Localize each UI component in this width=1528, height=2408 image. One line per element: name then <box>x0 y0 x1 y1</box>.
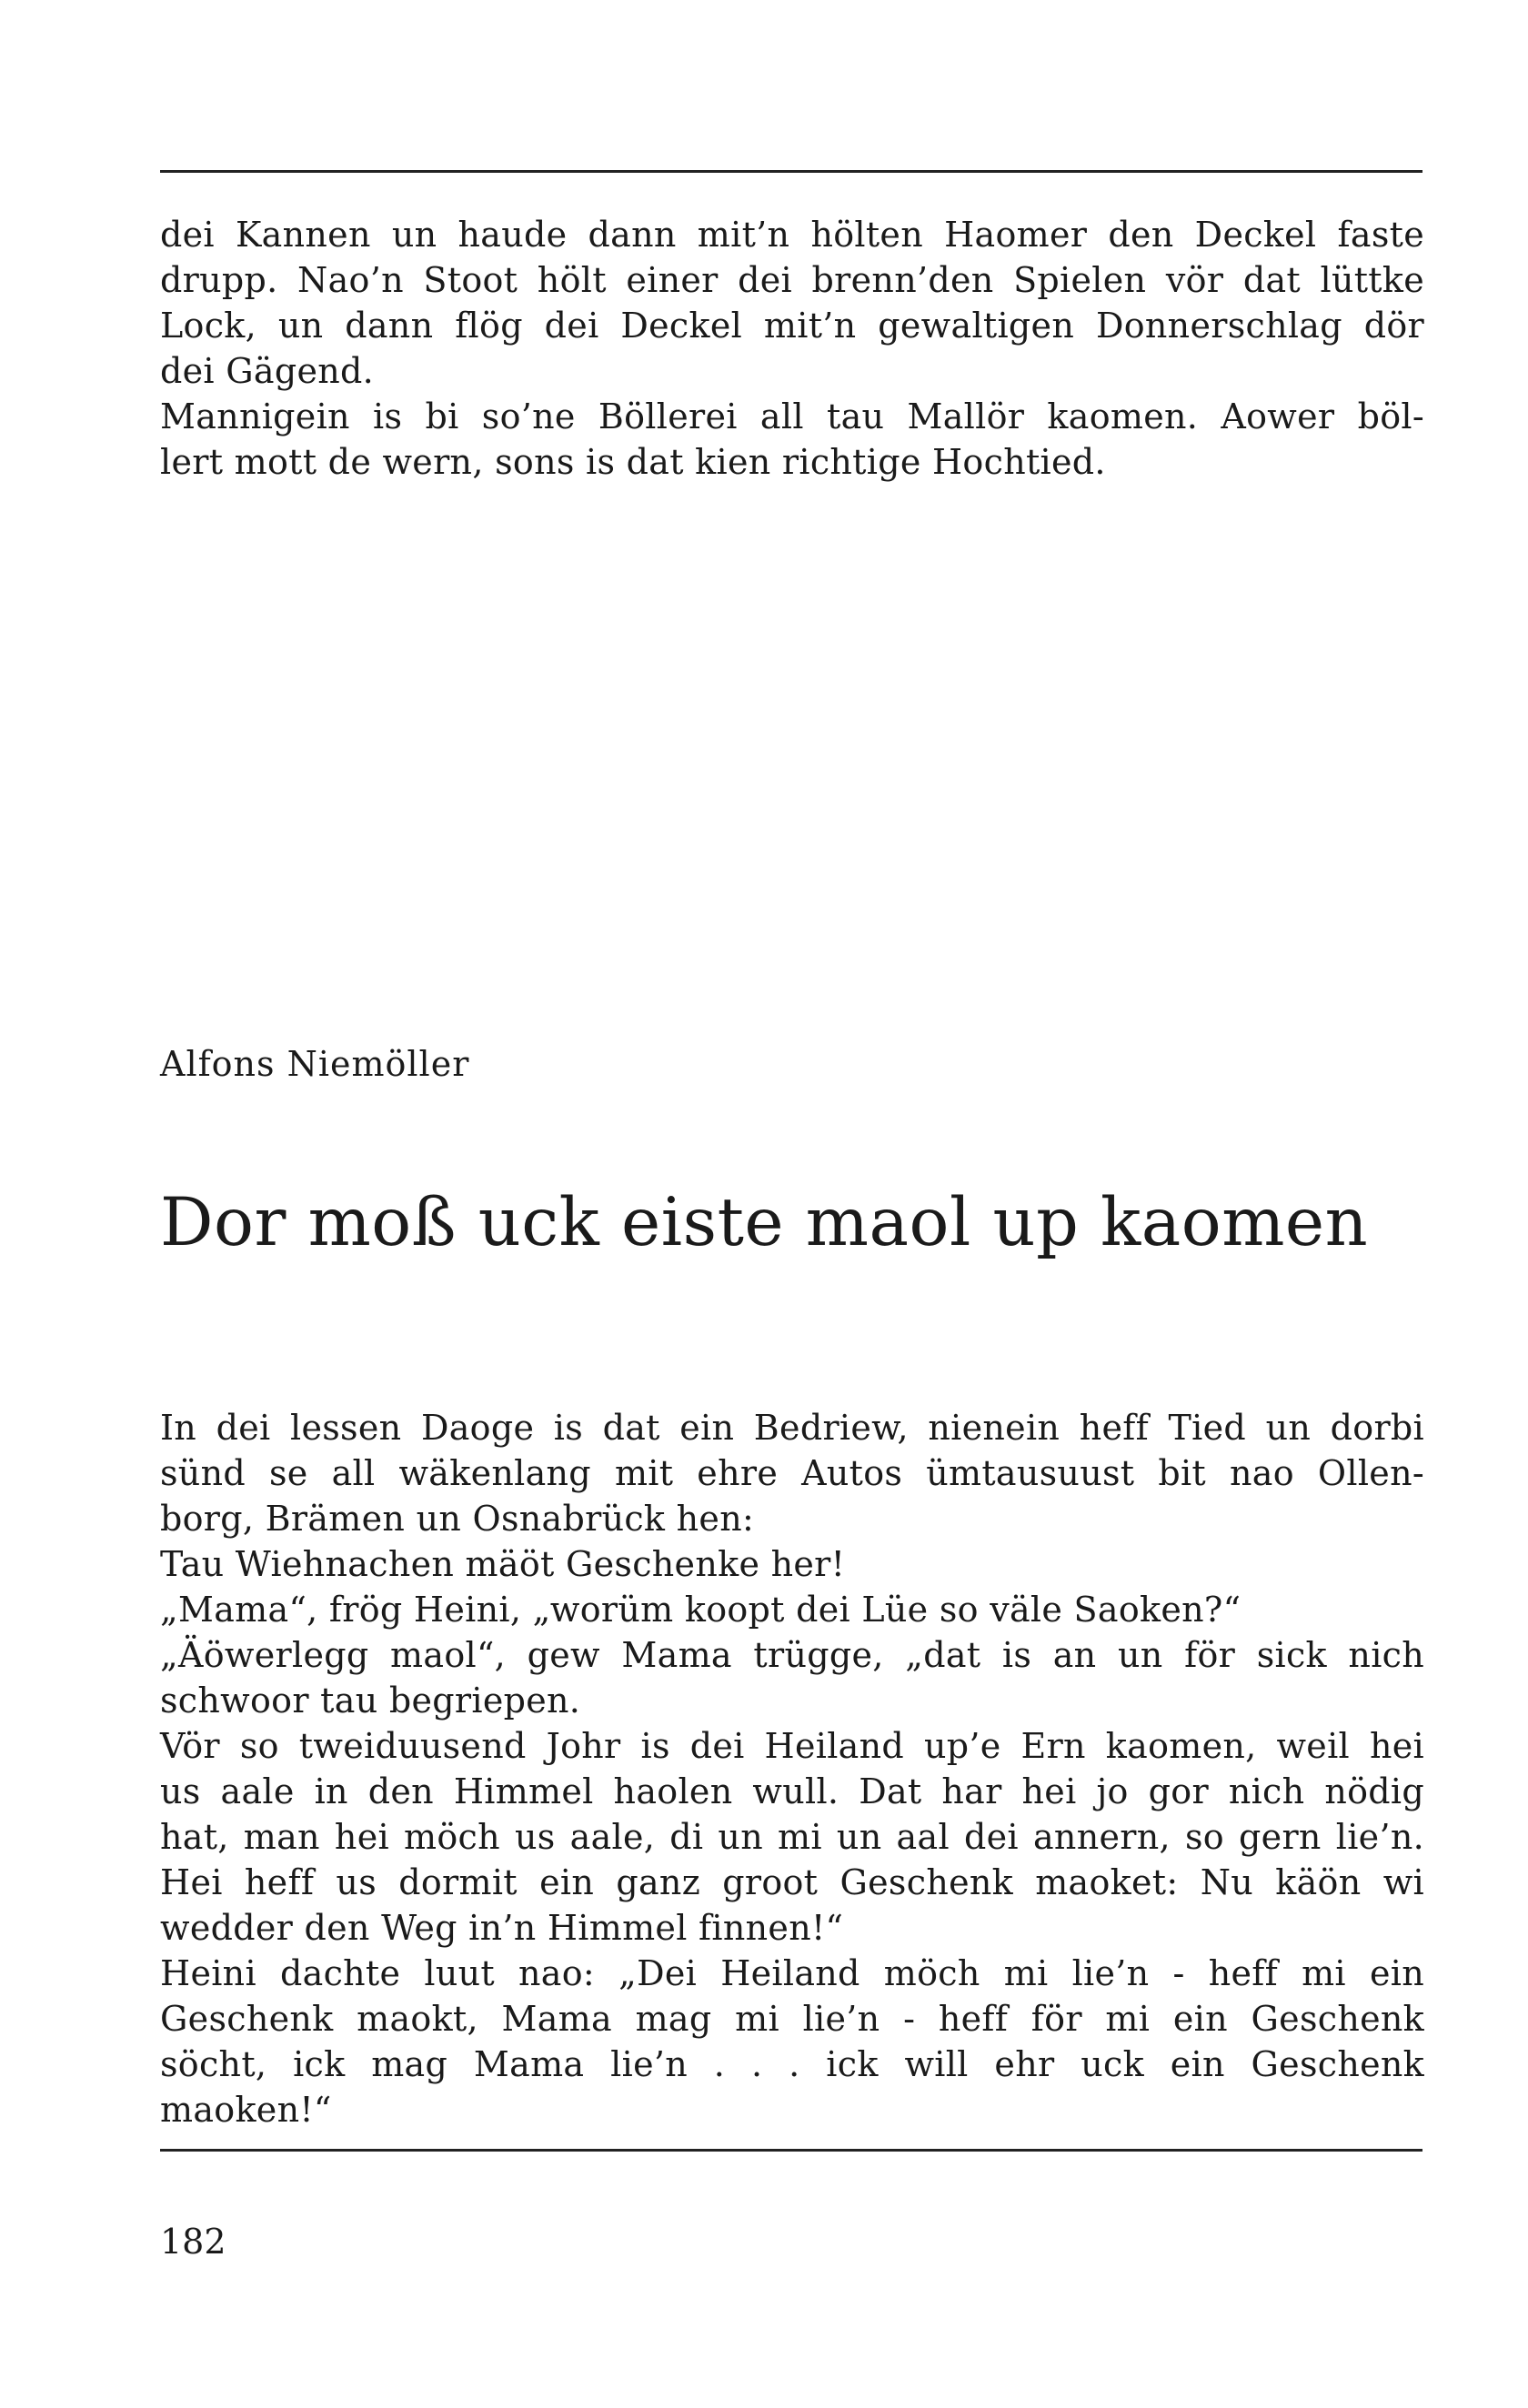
text-line: Vör so tweiduusend Johr is dei Heiland up’e Ern kaomen, weil hei <box>160 1726 1424 1766</box>
previous-story-ending <box>160 212 1424 485</box>
paragraph <box>160 1951 1424 2132</box>
text-line: hat, man hei möch us aale, di un mi un aal dei annern, so gern lie’n. <box>160 1817 1424 1857</box>
text-line: söcht, ick mag Mama lie’n . . . ick will ehr uck ein Geschenk <box>160 2044 1424 2084</box>
paragraph <box>160 212 1424 394</box>
text-line: drupp. Nao’n Stoot hölt einer dei brenn’den Spielen vör dat lüttke <box>160 260 1424 300</box>
story-body <box>160 1405 1424 2132</box>
text-line: Geschenk maokt, Mama mag mi lie’n - heff för mi ein Geschenk <box>160 1999 1424 2039</box>
page-number: 182 <box>160 2222 226 2262</box>
paragraph <box>160 394 1424 485</box>
paragraph <box>160 1632 1424 1723</box>
paragraph <box>160 1541 1424 1587</box>
text-line: dei Kannen un haude dann mit’n hölten Haomer den Deckel faste <box>160 215 1424 255</box>
bottom-divider <box>160 2149 1422 2152</box>
text-line: maoken!“ <box>160 2090 332 2130</box>
text-line: borg, Brämen un Osnabrück hen: <box>160 1499 755 1539</box>
text-line: schwoor tau begriepen. <box>160 1681 581 1721</box>
text-line: „Mama“, frög Heini, „worüm koopt dei Lüe so väle Saoken?“ <box>160 1590 1242 1630</box>
text-line: Mannigein is bi so’ne Böllerei all tau Mallör kaomen. Aower böl- <box>160 396 1424 436</box>
top-divider <box>160 170 1422 173</box>
paragraph <box>160 1405 1424 1541</box>
paragraph <box>160 1587 1424 1632</box>
text-line: Heini dachte luut nao: „Dei Heiland möch mi lie’n - heff mi ein <box>160 1953 1424 1993</box>
text-line: dei Gägend. <box>160 351 375 391</box>
text-line: lert mott de wern, sons is dat kien richtige Hochtied. <box>160 442 1106 482</box>
text-line: Hei heff us dormit ein ganz groot Geschenk maoket: Nu käön wi <box>160 1862 1424 1902</box>
story-title: Dor moß uck eiste maol up kaomen <box>160 1184 1369 1261</box>
text-line: „Äöwerlegg maol“, gew Mama trügge, „dat is an un för sick nich <box>160 1635 1424 1675</box>
text-line: us aale in den Himmel haolen wull. Dat har hei jo gor nich nödig <box>160 1771 1424 1811</box>
text-line: In dei lessen Daoge is dat ein Bedriew, nienein heff Tied un dorbi <box>160 1408 1424 1448</box>
text-line: Tau Wiehnachen mäöt Geschenke her! <box>160 1544 846 1584</box>
story-author: Alfons Niemöller <box>160 1044 470 1084</box>
text-line: wedder den Weg in’n Himmel finnen!“ <box>160 1908 844 1948</box>
text-line: sünd se all wäkenlang mit ehre Autos ümtausuust bit nao Ollen- <box>160 1453 1424 1493</box>
text-line: Lock, un dann flög dei Deckel mit’n gewaltigen Donnerschlag dör <box>160 306 1424 346</box>
paragraph <box>160 1723 1424 1951</box>
